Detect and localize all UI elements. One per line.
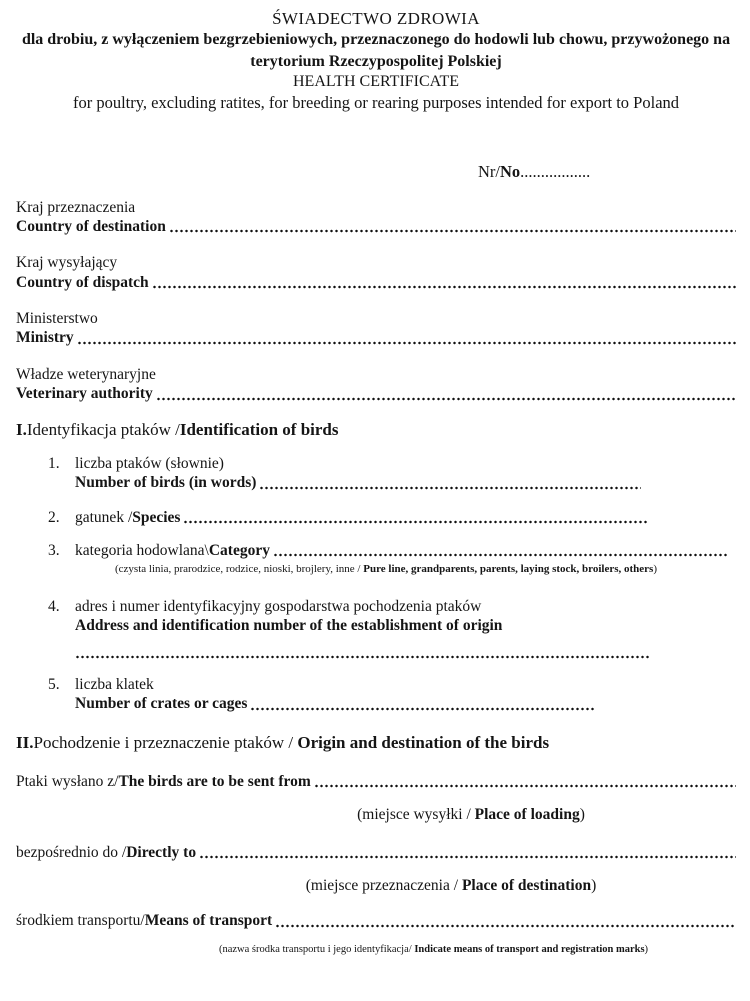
item-crates (16, 675, 736, 714)
caption-close: ) (591, 876, 597, 894)
line-label-pl: bezpośrednio do / (16, 843, 127, 861)
item-line (75, 541, 728, 560)
caption-pl: (nazwa środka transportu i jego identyfikacja/ (218, 943, 415, 955)
item-body (75, 454, 736, 493)
section1-title-en: Identification of birds (179, 419, 339, 439)
item-species (16, 508, 736, 527)
caption-pl: (miejsce przeznaczenia / (305, 876, 462, 894)
dotted-line (314, 784, 736, 788)
item-body (75, 541, 736, 577)
line-label-en: The birds are to be sent from (118, 772, 311, 790)
item-number: 3. (48, 541, 60, 559)
line-means-of-transport (16, 911, 736, 930)
category-note-pl: (czysta linia, prarodzice, rodzice, nioski, brojlery, inne / (115, 563, 364, 576)
line-directly-to (16, 843, 736, 862)
number-label-pl: Nr/ (478, 161, 500, 181)
subtitle-polish: dla drobiu, z wyłączeniem bezgrzebieniowych, przeznaczonego do hodowli lub chowu, przywożonego na terytorium Rzeczypospolitej Polskiej (21, 31, 731, 70)
line-sent-from (16, 772, 736, 791)
item-number: 2. (48, 508, 60, 526)
section1-heading (16, 419, 736, 440)
dotted-line (152, 285, 736, 289)
category-note-close: ) (653, 563, 657, 576)
caption-en: Place of destination (461, 876, 592, 894)
line-label-pl: środkiem transportu/ (16, 912, 145, 930)
field-label-en: Veterinary authority (16, 385, 153, 403)
field-label-en: Country of dispatch (16, 273, 149, 291)
item-number: 1. (48, 454, 60, 472)
item-label-en: Number of crates or cages (75, 695, 248, 713)
field-veterinary-authority (16, 365, 736, 404)
field-label-pl: Władze weterynaryjne (16, 365, 156, 383)
item-number: 5. (48, 675, 60, 693)
caption-transport-note (131, 943, 736, 956)
line-label-pl: Ptaki wysłano z/ (16, 772, 119, 790)
item-line (75, 508, 648, 527)
item-label-en: Address and identification number of the establishment of origin (75, 617, 503, 635)
item-label-pl: adres i numer identyfikacyjny gospodarstwa pochodzenia ptaków (75, 598, 482, 615)
caption-close: ) (579, 806, 585, 824)
line-label-en: Means of transport (144, 912, 273, 930)
field-label-en: Ministry (16, 329, 74, 347)
dotted-line (156, 397, 736, 401)
subtitle-english: for poultry, excluding ratites, for breeding or rearing purposes intended for export to Poland (72, 93, 680, 113)
item-label-en: Number of birds (in words) (75, 474, 257, 492)
category-note-en: Pure line, grandparents, parents, laying stock, broilers, others (363, 563, 654, 576)
dotted-line (199, 855, 736, 859)
dotted-line (169, 229, 736, 233)
dotted-line (75, 655, 651, 659)
dotted-line (273, 553, 728, 557)
dotted-line (259, 486, 641, 490)
section2-title-en: Origin and destination of the birds (297, 732, 550, 752)
field-country-of-destination (16, 198, 736, 237)
dotted-line (77, 341, 736, 345)
section2-heading (16, 732, 736, 753)
field-label-en: Country of destination (16, 217, 166, 235)
category-note (75, 563, 736, 577)
caption-pl: (miejsce wysyłki / (357, 806, 475, 824)
field-line (16, 384, 736, 403)
field-label-pl: Ministerstwo (16, 310, 98, 327)
item-blank-line (75, 652, 651, 662)
number-label-en: No (500, 161, 521, 181)
document-header (16, 8, 736, 114)
field-ministry (16, 309, 736, 348)
caption-place-of-loading (206, 805, 736, 824)
section1-numeral: I. (16, 419, 27, 439)
item-label-pl: liczba ptaków (słownie) (75, 454, 224, 472)
item-label-pl: liczba klatek (75, 675, 154, 693)
section1-title-pl: Identyfikacja ptaków / (26, 419, 180, 439)
caption-place-of-destination (166, 876, 736, 895)
item-line (75, 473, 641, 492)
item-category (16, 541, 736, 577)
field-country-of-dispatch (16, 253, 736, 292)
item-label-en: Category (208, 541, 270, 559)
item-label-pl: kategoria hodowlana\ (75, 541, 209, 559)
item-label-en: Species (132, 508, 181, 526)
caption-en: Place of loading (474, 806, 580, 824)
number-dots: ................. (520, 161, 591, 181)
field-line (16, 328, 736, 347)
item-body (75, 508, 736, 527)
item-number-of-birds (16, 454, 736, 493)
field-line (16, 217, 736, 236)
line-label-en: Directly to (126, 843, 197, 861)
title-polish: ŚWIADECTWO ZDROWIA (272, 9, 480, 28)
item-origin-address (16, 597, 736, 662)
caption-en: Indicate means of transport and registration marks (414, 943, 645, 955)
field-label-pl: Kraj wysyłający (16, 254, 118, 272)
caption-close: ) (644, 943, 649, 955)
dotted-line (183, 520, 648, 524)
item-line (75, 694, 596, 713)
field-line (16, 273, 736, 292)
item-body (75, 675, 736, 714)
item-body (75, 597, 736, 662)
field-label-pl: Kraj przeznaczenia (16, 198, 136, 216)
item-label-pl: gatunek / (75, 508, 133, 526)
section2-title-pl: Pochodzenie i przeznaczenie ptaków / (33, 732, 298, 752)
dotted-line (250, 707, 596, 711)
item-number: 4. (48, 598, 60, 615)
section2-numeral: II. (16, 732, 34, 752)
dotted-line (275, 924, 736, 928)
certificate-number-line (478, 162, 736, 183)
title-english: HEALTH CERTIFICATE (293, 73, 459, 91)
